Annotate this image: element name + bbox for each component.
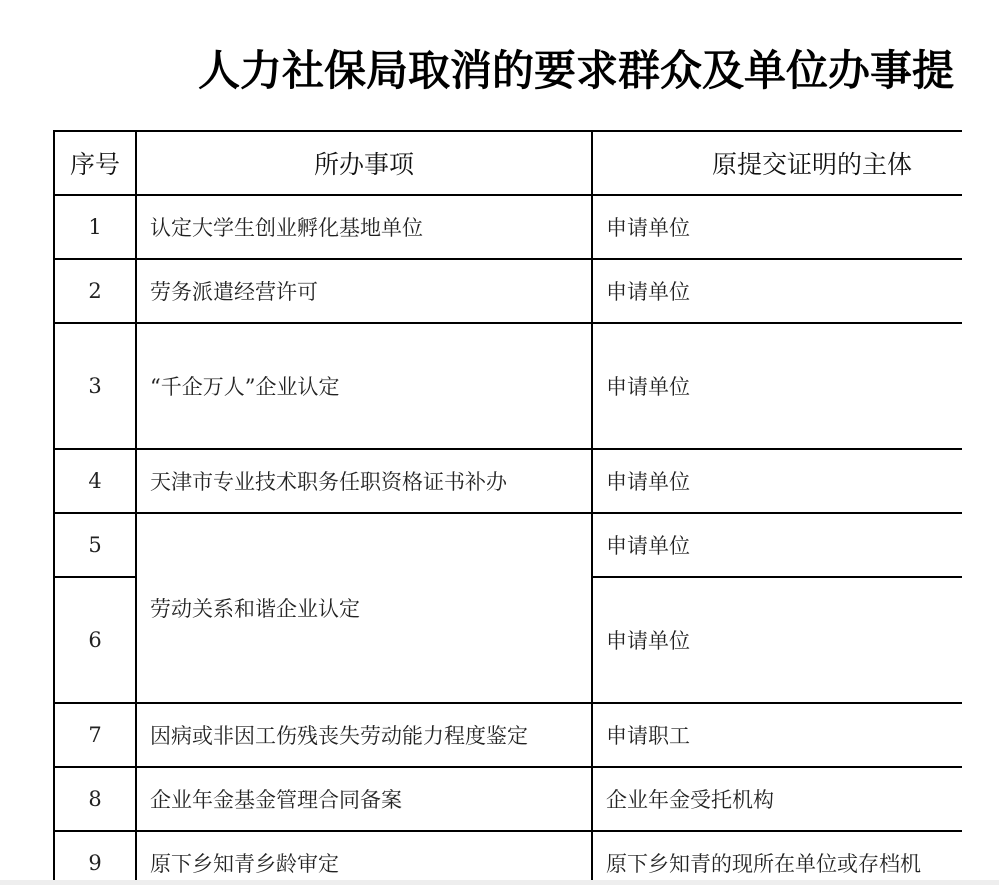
row-number: 6	[54, 577, 136, 703]
row-number: 7	[54, 703, 136, 767]
row-number: 1	[54, 195, 136, 259]
row-matter: 天津市专业技术职务任职资格证书补办	[136, 449, 592, 513]
table-row	[54, 449, 962, 513]
header-serial-number: 序号	[54, 131, 136, 195]
header-matter: 所办事项	[136, 131, 592, 195]
table-header-row	[54, 131, 962, 195]
table-row	[54, 195, 962, 259]
row-matter-merged: 劳动关系和谐企业认定	[136, 513, 592, 703]
table-row	[54, 323, 962, 449]
row-number: 8	[54, 767, 136, 831]
table-row	[54, 703, 962, 767]
document-title: 人力社保局取消的要求群众及单位办事提	[198, 46, 955, 95]
row-subject: 企业年金受托机构	[592, 767, 962, 831]
row-matter: 企业年金基金管理合同备案	[136, 767, 592, 831]
row-subject: 申请单位	[592, 577, 962, 703]
row-subject: 申请单位	[592, 195, 962, 259]
row-number: 3	[54, 323, 136, 449]
table-row	[54, 513, 962, 577]
row-matter: “千企万人”企业认定	[136, 323, 592, 449]
row-matter: 原下乡知青乡龄审定	[136, 831, 592, 885]
row-subject: 申请单位	[592, 449, 962, 513]
row-subject: 申请单位	[592, 323, 962, 449]
row-subject: 申请单位	[592, 513, 962, 577]
row-number: 5	[54, 513, 136, 577]
row-matter: 因病或非因工伤残丧失劳动能力程度鉴定	[136, 703, 592, 767]
bottom-edge	[0, 880, 999, 885]
row-subject: 原下乡知青的现所在单位或存档机	[592, 831, 962, 885]
row-subject: 申请单位	[592, 259, 962, 323]
header-certificate-subject: 原提交证明的主体	[592, 131, 962, 195]
row-matter: 劳务派遣经营许可	[136, 259, 592, 323]
certificates-table	[53, 130, 962, 885]
table-row	[54, 767, 962, 831]
row-number: 4	[54, 449, 136, 513]
row-number: 2	[54, 259, 136, 323]
row-number: 9	[54, 831, 136, 885]
table-row	[54, 831, 962, 885]
table-row	[54, 259, 962, 323]
row-subject: 申请职工	[592, 703, 962, 767]
row-matter: 认定大学生创业孵化基地单位	[136, 195, 592, 259]
